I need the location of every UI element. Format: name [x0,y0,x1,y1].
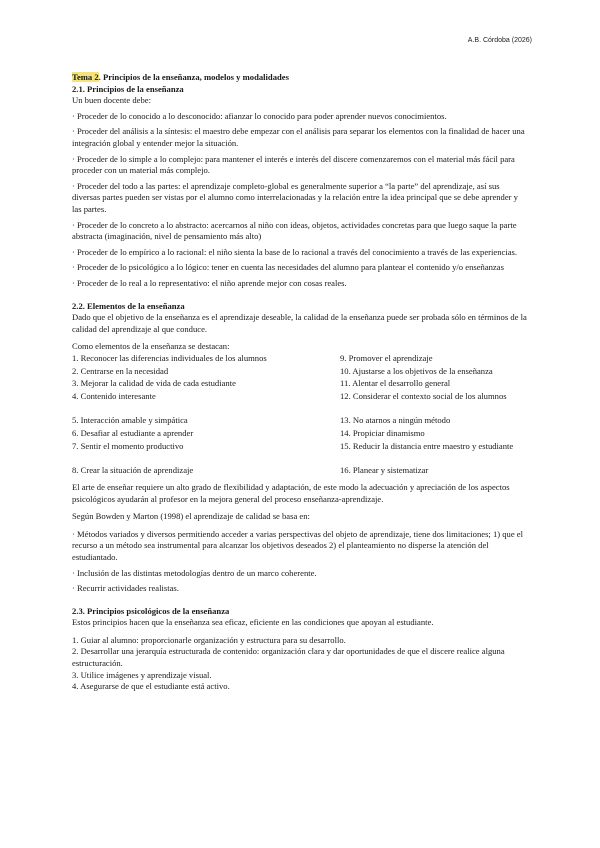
principle-item: · Proceder de lo real a lo representativo: el niño aprende mejor con cosas reales. [72,277,347,288]
principle-item: · Proceder del análisis a la síntesis: el maestro debe empezar con el análisis para separar los elementos con la finalidad de hacer una integración global y entender mejor la situación. [72,126,525,148]
list-item: 2. Centrarse en la necesidad [72,365,169,376]
principle-item: · Proceder de lo concreto a lo abstracto: acercarnos al niño con ideas, objetos, actividades concretas para que luego saque la parte abstracta (imaginación, nivel de pensamiento más alto) [72,219,517,242]
list-item: 8. Crear la situación de aprendizaje [72,465,194,476]
quality-bullet: · Métodos variados y diversos permitiendo acceder a varias perspectivas del objeto de aprendizaje, tiene dos limitaciones; 1) que el recurso a un método sea instrumental para alcanzar los objetivos deseados 2) el planteamiento no disperse la atención del estudiantado. [72,528,524,562]
document-title [72,72,528,84]
list-item: 7. Sentir el momento productivo [72,440,184,451]
title-rest: . Principios de la enseñanza, modelos y modalidades [98,72,289,82]
quality-bullet: · Recurrir actividades realistas. [72,583,179,594]
section-2-2-paragraph: Dado que el objetivo de la enseñanza es el aprendizaje deseable, la calidad de la enseñanza puede ser probada sólo en términos de la calidad del aprendizaje al que conduce. [72,312,527,334]
list-item: 12. Considerar el contexto social de los alumnos [340,391,507,402]
section-2-2-heading: 2.2. Elementos de la enseñanza [72,300,185,311]
principle-item: · Proceder de lo psicológico a lo lógico: tener en cuenta las necesidades del alumno para plantear el contenido y/o enseñanzas [72,262,504,273]
section-2-1-heading: 2.1. Principios de la enseñanza [72,83,184,94]
list-item: 13. No atarnos a ningún método [340,415,451,426]
quality-bullet: · Inclusión de las distintas metodologías dentro de un marco coherente. [72,567,317,578]
section-2-2-paragraph: El arte de enseñar requiere un alto grado de flexibilidad y adaptación, de este modo la adecuación y apreciación de los aspectos psicológicos ayudarán al profesor en la mejora general del proceso enseñanza-aprendizaje. [72,481,510,504]
principle-item: · Proceder del todo a las partes: el aprendizaje completo-global es generalmente superior a “la parte” del aprendizaje, así sus diversas partes pueden ser vistas por el alumno como interrelacionadas y la relación entre la idea principal que se debe aprender y las partes. [72,180,518,214]
document-body [72,72,528,693]
section-2-2-paragraph: Como elementos de la enseñanza se destacan: [72,341,230,352]
section-2-1-intro: Un buen docente debe: [72,95,151,106]
list-item: 6. Desafiar al estudiante a aprender [72,428,194,439]
elements-list [72,353,528,478]
list-item: 15. Reducir la distancia entre maestro y estudiante [340,440,514,451]
list-item: 1. Reconocer las diferencias individuales de los alumnos [72,352,267,363]
section-2-3-intro: Estos principios hacen que la enseñanza sea eficaz, eficiente en las condiciones que apoyan al estudiante. [72,617,434,628]
psych-principle-item: 2. Desarrollar una jerarquía estructurada de contenido: organización clara y dar oportunidades de que el discere realice alguna estructuración. [72,646,505,669]
list-item: 3. Mejorar la calidad de vida de cada estudiante [72,378,236,389]
principle-item: · Proceder de lo empírico a lo racional: el niño sienta la base de lo racional a través del conocimiento a través de las experiencias. [72,246,518,257]
principle-item: · Proceder de lo conocido a lo desconocido: afianzar lo conocido para poder aprender nuevos conocimientos. [72,110,447,121]
list-item: 14. Propiciar dinamismo [340,428,425,439]
section-2-3-heading: 2.3. Principios psicológicos de la enseñanza [72,605,230,616]
list-item: 16. Planear y sistematizar [340,465,429,476]
section-2-2-paragraph: Según Bowden y Marton (1998) el aprendizaje de calidad se basa en: [72,511,310,522]
author-header: A.B. Córdoba (2026) [467,37,532,44]
principle-item: · Proceder de lo simple a lo complejo: para mantener el interés e interés del discere comenzaremos con el material más fácil para proceder con un material más complejo. [72,153,515,176]
list-item: 4. Contenido interesante [72,391,156,402]
title-highlight: Tema 2 [72,72,99,82]
psych-principle-item: 3. Utilice imágenes y aprendizaje visual. [72,669,212,680]
psych-principle-item: 4. Asegurarse de que el estudiante está activo. [72,681,230,692]
psych-principle-item: 1. Guiar al alumno: proporcionarle organización y estructura para su desarrollo. [72,634,346,645]
list-item: 5. Interacción amable y simpática [72,415,188,426]
list-item: 11. Alentar el desarrollo general [340,378,451,389]
list-item: 10. Ajustarse a los objetivos de la enseñanza [340,365,493,376]
list-item: 9. Promover el aprendizaje [340,352,433,363]
